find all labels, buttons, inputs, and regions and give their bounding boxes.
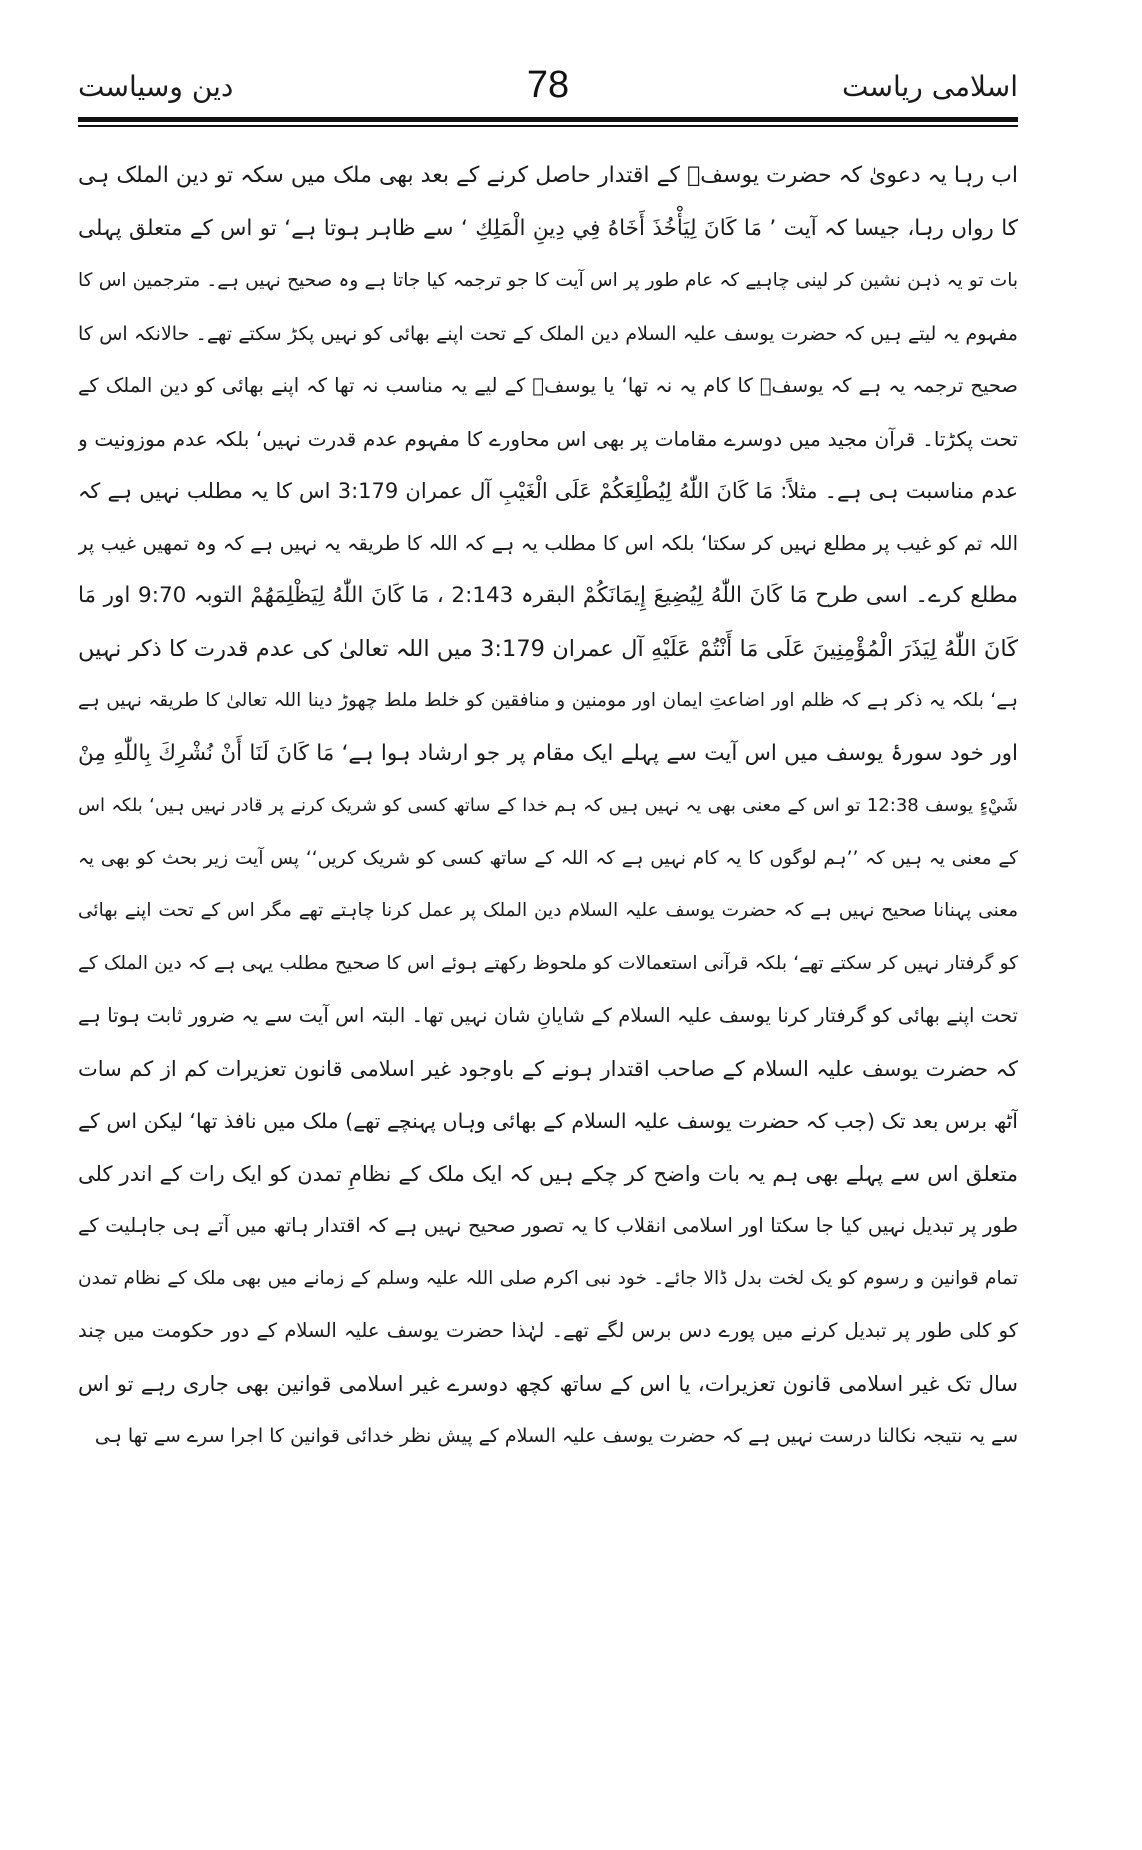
- page-header: [78, 64, 1018, 116]
- text-line: اور خود سورۂ یوسف میں اس آیت سے پہلے ایک مقام پر جو ارشاد ہوا ہے‘ مَا كَانَ لَنَا أَنْ نُشْرِكَ بِاللّٰهِ مِنْ: [78, 740, 1018, 766]
- text-line: مطلع کرے۔ اسی طرح مَا كَانَ اللّٰهُ لِيُضِيعَ إِيمَانَكُمْ البقرہ 2:143 ، مَا كَانَ اللّٰهُ لِيَظْلِمَهُمْ التوبہ 9:70 اور مَا: [78, 583, 1018, 608]
- text-line: معنی پہنانا صحیح نہیں ہے کہ حضرت یوسف علیہ السلام دین الملک پر عمل کرنا چاہتے تھے مگر اس کے تحت اپنے بھائی: [78, 900, 1018, 921]
- text-line: تحت اپنے بھائی کو گرفتار کرنا یوسف علیہ السلام کے شایانِ شان نہیں تھا۔ البتہ اس آیت سے یہ ضرور ثابت ہوتا ہے: [78, 1004, 1018, 1027]
- header-rule-thin: [78, 125, 1018, 127]
- text-line: طور پر تبدیل نہیں کیا جا سکتا اور اسلامی انقلاب کا یہ تصور صحیح نہیں ہے کہ اقتدار ہاتھ میں آتے ہی جاہلیت کے: [78, 1214, 1018, 1237]
- text-line: ہے‘ بلکہ یہ ذکر ہے کہ ظلم اور اضاعتِ ایمان اور مومنین و منافقین کو خلط ملط چھوڑ دینا اللہ تعالیٰ کا طریقہ نہیں ہے: [78, 690, 1018, 711]
- body-text: [78, 150, 1018, 1463]
- text-line: سال تک غیر اسلامی قانون تعزیرات، یا اس کے ساتھ کچھ دوسرے غیر اسلامی قوانین بھی جاری رہے تو اس: [78, 1371, 1018, 1396]
- book-title: اسلامی ریاست: [842, 70, 1018, 103]
- page-number: 78: [526, 64, 570, 106]
- text-line: سے یہ نتیجہ نکالنا درست نہیں ہے کہ حضرت یوسف علیہ السلام کے پیش نظر خدائی قوانین کا اجرا سرے سے تھا ہی: [94, 1425, 1018, 1447]
- text-line: کہ حضرت یوسف علیہ السلام کے صاحب اقتدار ہونے کے باوجود غیر اسلامی قانون تعزیرات کم از کم سات: [78, 1056, 1018, 1081]
- text-line: تحت پکڑتا۔ قرآن مجید میں دوسرے مقامات پر بھی اس محاورے کا مفہوم عدم قدرت نہیں‘ بلکہ عدم موزونیت و: [78, 426, 1018, 451]
- header-rule-thick: [78, 117, 1018, 122]
- text-line: صحیح ترجمہ یہ ہے کہ یوسفؑ کا کام یہ نہ تھا‘ یا یوسفؑ کے لیے یہ مناسب نہ تھا کہ اپنے بھائی کو دین الملک کے: [78, 374, 1018, 397]
- chapter-title: دین وسیاست: [78, 70, 234, 103]
- text-line: مفہوم یہ لیتے ہیں کہ حضرت یوسف علیہ السلام دین الملک کے تحت اپنے بھائی کو نہیں پکڑ سکتے تھے۔ حالانکہ اس کا: [78, 322, 1018, 345]
- text-line: آٹھ برس بعد تک (جب کہ حضرت یوسف علیہ السلام کے بھائی وہاں پہنچے تھے) ملک میں نافذ تھا‘ لیکن اس کے: [78, 1109, 1018, 1133]
- text-line: عدم مناسبت ہی ہے۔ مثلاً: مَا كَانَ اللّٰهُ لِيُطْلِعَكُمْ عَلَى الْغَيْبِ آل عمران 3:179 اس کا یہ مطلب نہیں ہے کہ: [78, 479, 1018, 503]
- text-line: کا رواں رہا، جیسا کہ آیت ’ مَا كَانَ لِيَأْخُذَ أَخَاهُ فِي دِينِ الْمَلِكِ ‘ سے ظاہر ہوتا ہے‘ تو اس کے متعلق پہلی: [78, 215, 1018, 241]
- text-line: کو گرفتار نہیں کر سکتے تھے‘ بلکہ قرآنی استعمالات کو ملحوظ رکھتے ہوئے اس کا صحیح مطلب یہی ہے کہ دین الملک کے: [78, 952, 1018, 974]
- text-line: شَيْءٍ یوسف 12:38 تو اس کے معنی بھی یہ نہیں ہیں کہ ہم خدا کے ساتھ کسی کو شریک کرنے پر قادر نہیں ہیں‘ بلکہ اس: [78, 795, 1018, 816]
- text-line: کو کلی طور پر تبدیل کرنے میں پورے دس برس لگے تھے۔ لہٰذا حضرت یوسف علیہ السلام کے دور حکومت میں چند: [78, 1319, 1018, 1342]
- text-line: کے معنی یہ ہیں کہ ’’ہم لوگوں کا یہ کام نہیں ہے کہ اللہ کے ساتھ کسی کو شریک کریں‘‘ پس آیت زیر بحث کو بھی یہ: [78, 847, 1018, 869]
- text-line: بات تو یہ ذہن نشین کر لینی چاہیے کہ عام طور پر اس آیت کا جو ترجمہ کیا جاتا ہے وہ صحیح نہیں ہے۔ مترجمین اس کا: [78, 270, 1018, 291]
- text-line: كَانَ اللّٰهُ لِيَذَرَ الْمُؤْمِنِينَ عَلَى مَا أَنْتُمْ عَلَيْهِ آل عمران 3:179 میں اللہ تعالیٰ کی عدم قدرت کا ذکر نہیں: [78, 635, 1018, 662]
- text-line: اب رہا یہ دعویٰ کہ حضرت یوسفؑ کے اقتدار حاصل کرنے کے بعد بھی ملک میں سکہ تو دین الملک ہی: [78, 163, 1018, 188]
- text-line: متعلق اس سے پہلے بھی ہم یہ بات واضح کر چکے ہیں کہ ایک ملک کے نظامِ تمدن کو ایک رات کے اندر کلی: [78, 1161, 1018, 1186]
- text-line: اللہ تم کو غیب پر مطلع نہیں کر سکتا‘ بلکہ اس کا مطلب یہ ہے کہ اللہ کا طریقہ یہ نہیں ہے کہ وہ تمھیں غیب پر: [78, 531, 1018, 555]
- text-line: تمام قوانین و رسوم کو یک لخت بدل ڈالا جائے۔ خود نبی اکرم صلی اللہ علیہ وسلم کے زمانے میں بھی ملک کے نظام تمدن: [78, 1267, 1018, 1289]
